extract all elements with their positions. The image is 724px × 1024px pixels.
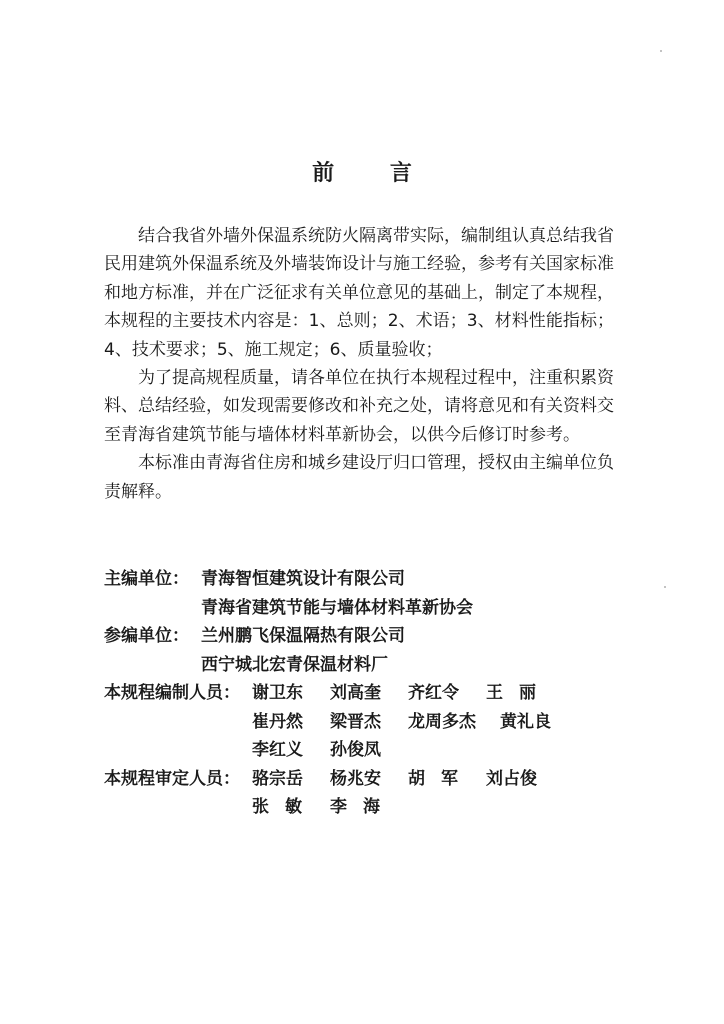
participant-units-list <box>201 622 405 679</box>
credits-section <box>104 565 624 822</box>
person-name: 崔丹然 <box>252 711 303 732</box>
participant-units-label: 参编单位： <box>104 626 189 646</box>
person-name: 李海 <box>330 797 396 817</box>
person-name: 胡军 <box>408 768 474 789</box>
preface-paragraph: 为了提高规程质量，请各单位在执行本规程过程中，注重积累资料、总结经验，如发现需要修改和补充之处，请将意见和有关资料交至青海省建筑节能与墙体材料革新协会，以供今后修订时参考。 <box>104 368 614 445</box>
participant-units <box>104 622 624 679</box>
person-name: 刘占俊 <box>486 768 537 789</box>
name-row <box>252 679 578 708</box>
scan-speck <box>664 586 666 588</box>
editor-unit: 青海省建筑节能与墙体材料革新协会 <box>201 597 473 618</box>
compilers-list <box>252 679 578 765</box>
person-name: 刘高奎 <box>330 683 381 703</box>
participant-unit: 兰州鹏飞保温隔热有限公司 <box>201 626 405 646</box>
name-row <box>252 708 578 737</box>
compilers-label: 本规程编制人员： <box>104 683 240 703</box>
preface-paragraph: 结合我省外墙外保温系统防火隔离带实际，编制组认真总结我省民用建筑外保温系统及外墙装饰设计与施工经验，参考有关国家标准和地方标准，并在广泛征求有关单位意见的基础上，制定了本规程，本规程的主要技术内容是：1、总则；2、术语；3、材料性能指标；4、技术要求；5、施工规定；6、质量验收； <box>104 226 614 360</box>
editor-unit: 青海智恒建筑设计有限公司 <box>201 569 405 589</box>
participant-unit: 西宁城北宏青保温材料厂 <box>201 654 388 675</box>
page-title: 前 言 <box>312 161 436 186</box>
person-name: 李红义 <box>252 740 303 760</box>
person-name: 黄礼良 <box>500 711 551 732</box>
reviewers-list <box>252 765 564 822</box>
editor-units-label: 主编单位： <box>104 569 189 589</box>
reviewers <box>104 765 624 822</box>
name-row <box>252 736 578 765</box>
name-row <box>252 793 564 822</box>
person-name: 梁晋杰 <box>330 711 381 732</box>
person-name: 张敏 <box>252 797 318 817</box>
compilers <box>104 679 624 765</box>
scan-speck <box>660 50 662 52</box>
person-name: 杨兆安 <box>330 768 381 789</box>
editor-units <box>104 565 624 622</box>
person-name: 孙俊凤 <box>330 740 381 760</box>
editor-units-list <box>201 565 473 622</box>
name-row <box>252 765 564 794</box>
person-name: 龙周多杰 <box>408 711 476 732</box>
person-name: 齐红令 <box>408 683 459 703</box>
preface-paragraph: 本标准由青海省住房和城乡建设厅归口管理，授权由主编单位负责解释。 <box>104 453 614 502</box>
reviewers-label: 本规程审定人员： <box>104 768 240 789</box>
person-name: 王丽 <box>486 683 552 703</box>
person-name: 骆宗岳 <box>252 768 303 789</box>
preface-body <box>104 222 614 506</box>
person-name: 谢卫东 <box>252 683 303 703</box>
